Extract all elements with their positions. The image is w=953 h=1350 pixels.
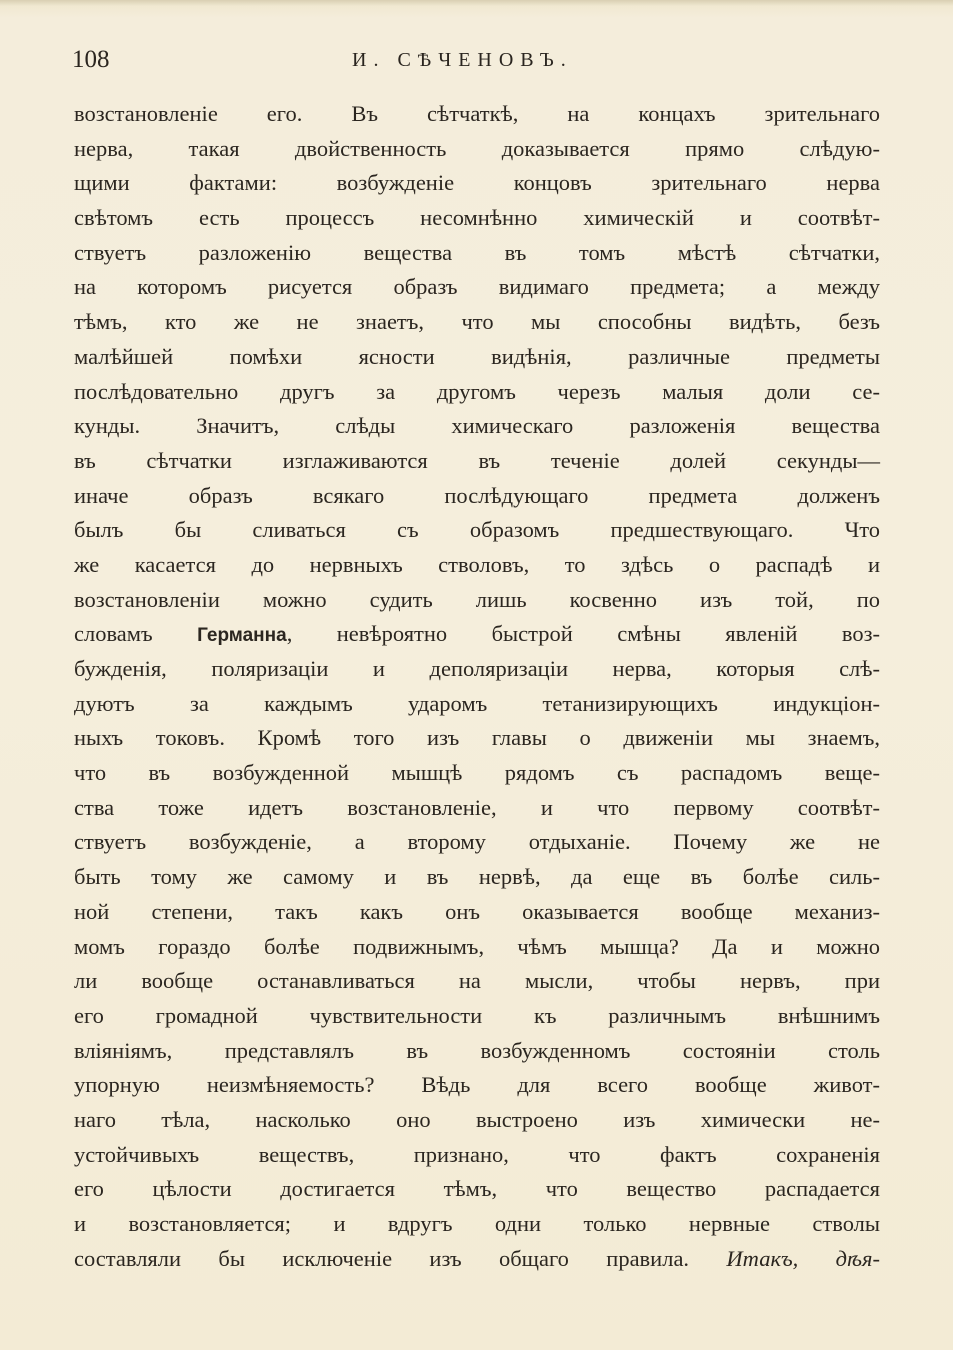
text-line-34-start: составляли бы исключеніе изъ общаго правила.: [74, 1245, 727, 1271]
text-line-30: наго тѣла, насколько оно выстроено изъ химически не-: [74, 1106, 880, 1132]
italic-phrase: Итакъ, дѣя-: [726, 1245, 880, 1271]
text-line-21: ства тоже идетъ возстановленіе, и что первому соотвѣт-: [74, 794, 880, 820]
text-line-34: [74, 1242, 880, 1277]
text-line-10: кунды. Значитъ, слѣды химическаго разложенія вещества: [74, 413, 880, 439]
text-line-16-start: словамъ: [74, 621, 198, 647]
text-line-29: упорную неизмѣняемость? Вѣдь для всего вообще живот-: [74, 1072, 880, 1098]
text-line-1: возстановленіе его. Въ сѣтчаткѣ, на концахъ зрительнаго: [74, 101, 880, 126]
text-line-9: послѣдовательно другъ за другомъ черезъ малыя доли се-: [74, 378, 880, 404]
text-line-3: щими фактами: возбужденіе концовъ зрительнаго нерва: [74, 170, 880, 196]
text-line-28: вліяніямъ, представлялъ въ возбужденномъ состояніи столь: [74, 1037, 880, 1063]
text-line-15: возстановленіи можно судить лишь косвенно изъ той, по: [74, 586, 880, 612]
page-number: 108: [72, 46, 110, 73]
text-line-4: свѣтомъ есть процессъ несомнѣнно химическій и соотвѣт-: [74, 205, 880, 231]
text-line-5: ствуетъ разложенію вещества въ томъ мѣстѣ сѣтчатки,: [74, 239, 880, 265]
text-line-7: тѣмъ, кто же не знаетъ, что мы способны видѣть, безъ: [74, 309, 880, 335]
text-line-25: момъ гораздо болѣе подвижнымъ, чѣмъ мышца? Да и можно: [74, 933, 880, 959]
text-line-32: его цѣлости достигается тѣмъ, что вещество распадается: [74, 1176, 880, 1202]
text-line-11: въ сѣтчатки изглаживаются въ теченіе долей секунды—: [74, 447, 880, 473]
text-line-31: устойчивыхъ веществъ, признано, что фактъ сохраненія: [74, 1141, 880, 1167]
text-line-24: ной степени, такъ какъ онъ оказывается вообще механиз-: [74, 898, 880, 924]
text-line-33: и возстановляется; и вдругъ одни только нервные стволы: [74, 1211, 880, 1236]
page-header: [72, 44, 880, 76]
text-line-23: быть тому же самому и въ нервѣ, да еще въ болѣе силь-: [74, 864, 880, 890]
page-top-edge: [0, 0, 953, 6]
body-text: [74, 97, 880, 1276]
text-line-16: [74, 617, 880, 652]
text-line-26: ли вообще останавливаться на мысли, чтобы нервъ, при: [74, 968, 880, 994]
text-line-17: бужденія, поляризаціи и деполяризаціи нерва, которыя слѣ-: [74, 656, 880, 681]
text-line-14: же касается до нервныхъ стволовъ, то здѣсь о распадѣ и: [74, 551, 880, 577]
running-title: И. СѢЧЕНОВЪ.: [352, 49, 573, 71]
text-line-16-end: , невѣроятно быстрой смѣны явленій воз-: [286, 621, 880, 647]
text-line-12: иначе образъ всякаго послѣдующаго предмета долженъ: [74, 482, 880, 508]
text-line-22: ствуетъ возбужденіе, а второму отдыханіе. Почему же не: [74, 829, 880, 855]
text-line-20: что въ возбужденной мышцѣ рядомъ съ распадомъ веще-: [74, 760, 880, 786]
text-line-13: былъ бы сливаться съ образомъ предшествующаго. Что: [74, 517, 880, 543]
text-line-2: нерва, такая двойственность доказывается прямо слѣдую-: [74, 135, 880, 161]
text-line-8: малѣйшей помѣхи ясности видѣнія, различные предметы: [74, 343, 880, 369]
text-line-19: ныхъ токовъ. Кромѣ того изъ главы о движеніи мы знаемъ,: [74, 725, 880, 751]
text-line-6: на которомъ рисуется образъ видимаго предмета; а между: [74, 274, 880, 300]
author-name: Германна: [197, 625, 287, 647]
text-line-18: дуютъ за каждымъ ударомъ тетанизирующихъ индукціон-: [74, 690, 880, 716]
text-line-27: его громадной чувствительности къ различнымъ внѣшнимъ: [74, 1002, 880, 1028]
